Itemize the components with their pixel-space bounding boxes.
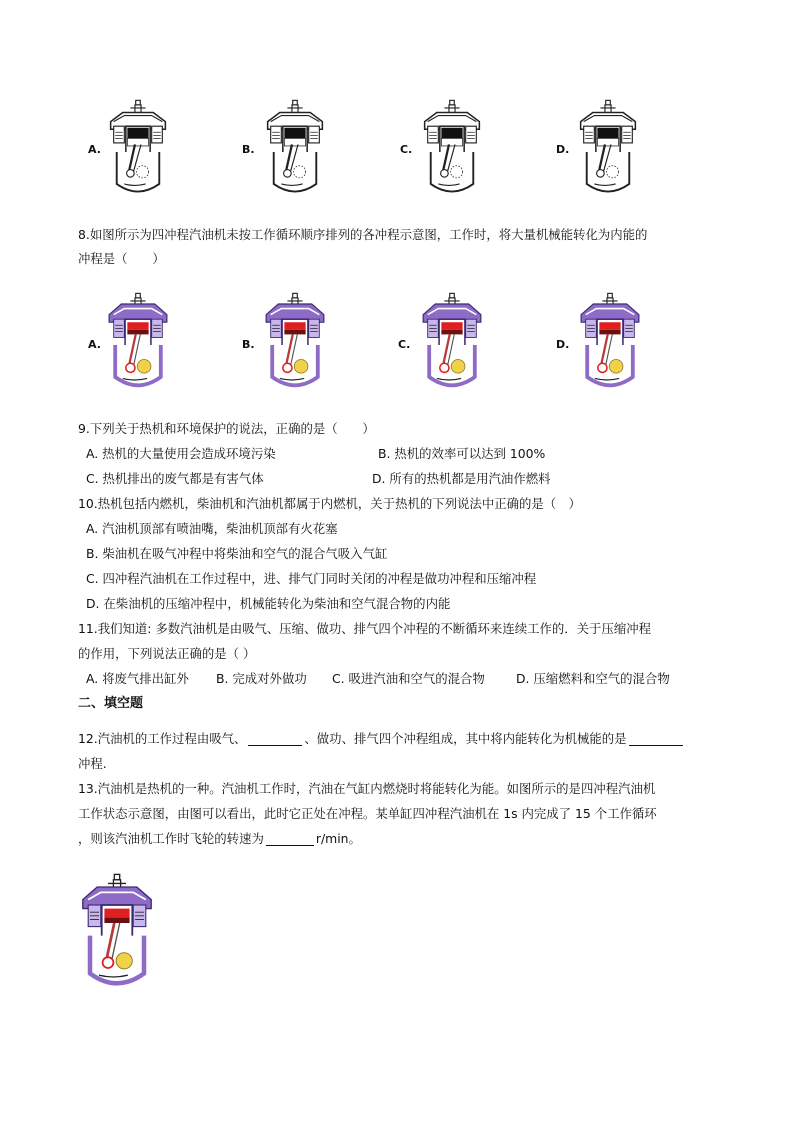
- q13-unit: r/min。: [315, 831, 361, 846]
- q8-engine-diagram-c: [414, 282, 490, 402]
- engine-diagram-a: [100, 86, 176, 212]
- section-title: 二、填空题: [78, 696, 144, 711]
- q8-engine-diagram-a: [100, 282, 176, 402]
- q10-option-c: C. 四冲程汽油机在工作过程中，进、排气门同时关闭的冲程是做功冲程和压缩冲程: [86, 571, 537, 586]
- q8-stem-line2: 冲程是（ ）: [78, 251, 165, 266]
- q8-option-label-c: C.: [398, 338, 411, 351]
- q11-option-c: C. 吸进汽油和空气的混合物: [332, 671, 485, 686]
- q12-text-part2: 、做功、排气四个冲程组成，其中将内能转化为机械能的是: [304, 731, 627, 746]
- q9-option-d: D. 所有的热机都是用汽油作燃料: [372, 471, 551, 486]
- q11-option-b: B. 完成对外做功: [216, 671, 307, 686]
- q11-option-a: A. 将废气排出缸外: [86, 671, 189, 686]
- q13-stem-line3: [78, 829, 361, 849]
- q9-stem: 9.下列关于热机和环境保护的说法，正确的是（ ）: [78, 421, 375, 436]
- q8-stem-line1: 8.如图所示为四冲程汽油机未按工作循环顺序排列的各冲程示意图，工作时，将大量机械能转化为内能的: [78, 227, 648, 242]
- q8-option-label-d: D.: [556, 338, 570, 351]
- q9-option-a: A. 热机的大量使用会造成环境污染: [86, 446, 276, 461]
- q12-stem-line2: 冲程.: [78, 756, 107, 771]
- q12-blank-2[interactable]: [629, 731, 683, 746]
- q11-stem-line1: 11.我们知道: 多数汽油机是由吸气、压缩、做功、排气四个冲程的不断循环来连续工作的．关于压缩冲程: [78, 621, 652, 636]
- q12-blank-1[interactable]: [248, 731, 302, 746]
- q9-option-c: C. 热机排出的废气都是有害气体: [86, 471, 264, 486]
- q13-blank-rpm[interactable]: [266, 831, 314, 846]
- q13-stem-line2: 工作状态示意图，由图可以看出，此时它正处在冲程。某单缸四冲程汽油机在 1s 内完成了 15 个工作循环: [78, 806, 657, 821]
- q8-option-label-b: B.: [242, 338, 255, 351]
- q9-option-b: B. 热机的效率可以达到 100%: [378, 446, 546, 461]
- q10-option-b: B. 柴油机在吸气冲程中将柴油和空气的混合气吸入气缸: [86, 546, 388, 561]
- q8-engine-diagram-d: [572, 282, 648, 402]
- q13-stem-line1: 13.汽油机是热机的一种。汽油机工作时，汽油在气缸内燃烧时将能转化为能。如图所示的是四冲程汽油机: [78, 781, 656, 796]
- option-label-d: D.: [556, 143, 570, 156]
- q12-stem-line1: [78, 729, 685, 749]
- q13-text-part1: ，则该汽油机工作时飞轮的转速为: [78, 831, 264, 846]
- q10-option-a: A. 汽油机顶部有喷油嘴，柴油机顶部有火花塞: [86, 521, 338, 536]
- q11-option-d: D. 压缩燃料和空气的混合物: [516, 671, 670, 686]
- q10-option-d: D. 在柴油机的压缩冲程中，机械能转化为柴油和空气混合物的内能: [86, 596, 451, 611]
- q10-stem: 10.热机包括内燃机，柴油机和汽油机都属于内燃机，关于热机的下列说法中正确的是（ ）: [78, 496, 581, 511]
- engine-diagram-b: [257, 86, 333, 212]
- q8-option-label-a: A.: [88, 338, 101, 351]
- q11-stem-line2: 的作用，下列说法正确的是（ ）: [78, 646, 256, 661]
- engine-diagram-c: [414, 86, 490, 212]
- q12-text-part1: 12.汽油机的工作过程由吸气、: [78, 731, 247, 746]
- q8-engine-diagram-b: [257, 282, 333, 402]
- engine-diagram-d: [570, 86, 646, 212]
- option-label-a: A.: [88, 143, 101, 156]
- q13-engine-diagram: [72, 856, 162, 1008]
- option-label-c: C.: [400, 143, 413, 156]
- option-label-b: B.: [242, 143, 255, 156]
